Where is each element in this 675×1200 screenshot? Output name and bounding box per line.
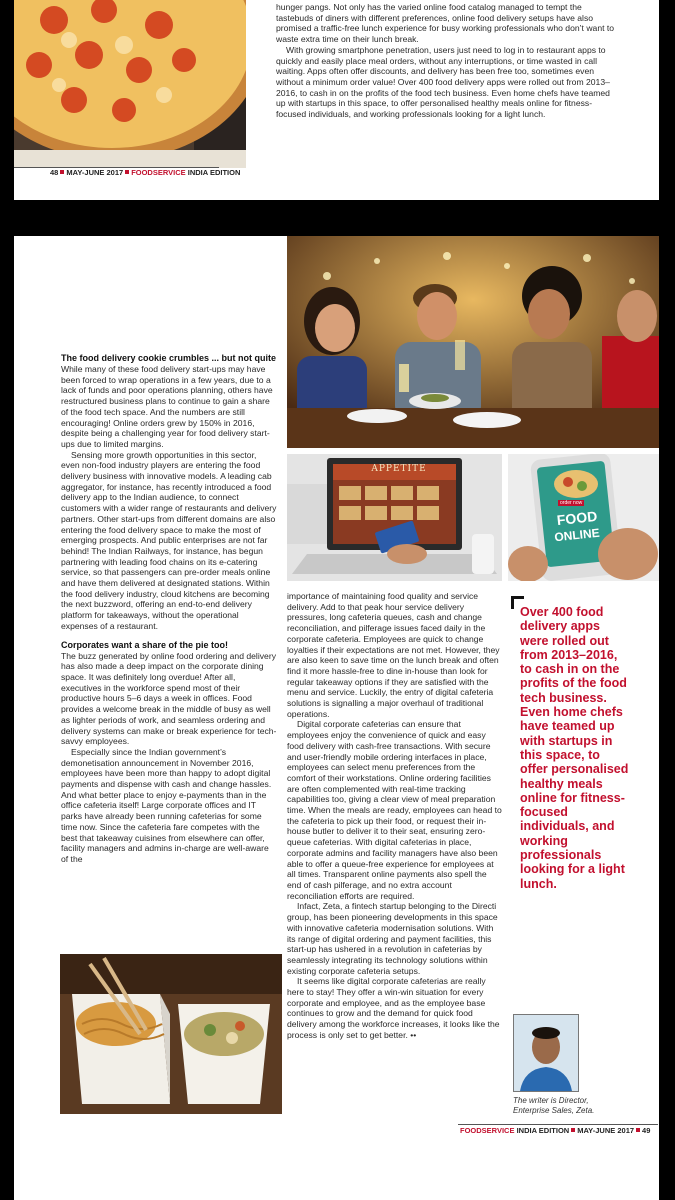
section-heading: Corporates want a share of the pie too!: [61, 639, 229, 650]
folio-rule: [458, 1124, 658, 1125]
paragraph: With growing smartphone penetration, users just need to log in to restaurant apps to quickly and easily place meal orders, without any interruptions, or time wasted in call waiting. Apps often offer discounts, and delivery has been free too, sometimes even without a minimum order value! Over 400 food delivery apps were rolled out from 2013–2016, to cash in on the profits of the food tech business. Even home chefs have teamed up with startups in this space, to offer personalised healthy meals online for fitness-focused individuals, and working professionals looking for a light lunch.: [276, 44, 610, 120]
phone-order-tag: order now: [560, 500, 583, 506]
author-headshot: [513, 1014, 579, 1092]
square-bullet-icon: [571, 1128, 575, 1132]
paragraph: importance of maintaining food quality and service delivery. Add to that peak hour service delivery pressures, long cafeteria queues, cash and change reconciliation, and pilferage issues faced daily in the corporate cafeteria. Employees are quick to change loyalties if their expectations are not met. However, they are also keen to save time on the lunch break and often find it more hassle-free to dine in-house than look for regular takeaway options if they are satisfied with the menu and service. Luckily, the entry of digital cafeteria solutions is signalling a major overhaul of traditional operations.: [287, 591, 500, 719]
magazine-page-48: [14, 0, 659, 200]
food-online-phone-photo: [508, 454, 659, 581]
phone-food-label: FOOD: [556, 507, 598, 529]
pizza-photo: [14, 0, 246, 168]
magazine-page-49: [14, 236, 659, 1200]
paragraph: While many of these food delivery start-ups may have been forced to wrap operations in a few years, due to a lack of funds and poor operations planning, others have restructured business plans to continue to gain a share of the food tech space. And the numbers are still encouraging! Online orders grew by 150% in 2016, despite being a challenging year for food delivery start-ups due to limited margins.: [61, 364, 273, 449]
column-1: [61, 353, 277, 865]
paragraph: It seems like digital corporate cafeterias are really here to stay! They offer a win-win situation for every corporate and employee, and as the employee base continues to grow and the demand for quick food delivery among the workforce increases, it looks like the process is only set to get better. ••: [287, 976, 500, 1040]
laptop-ordering-photo: [287, 454, 502, 581]
top-article-text: [276, 2, 621, 120]
phone-online-label: ONLINE: [553, 525, 601, 545]
pullquote: Over 400 food delivery apps were rolled out from 2013–2016, to cash in on the profits of the food tech business. Even home chefs have teamed up with startups in this space, to offer personalised healthy meals online for fitness-focused individuals, and working professionals looking for a light lunch.: [520, 605, 629, 891]
person-icon: [514, 1015, 578, 1091]
takeaway-noodles-photo: [60, 954, 282, 1114]
page-number: 49: [642, 1126, 651, 1135]
folio-right: [460, 1126, 650, 1135]
pizza-illustration: [14, 0, 246, 168]
brand-name: FOODSERVICE: [460, 1126, 515, 1135]
author-caption: The writer is Director, Enterprise Sales, Zeta.: [513, 1096, 595, 1115]
column-2: [287, 591, 503, 1041]
paragraph: hunger pangs. Not only has the varied online food catalog managed to tempt the tastebuds of diners with different preferences, online food delivery setups have also promised a traffic-free lunch experience for busy working professionals who don’t want to waste extra time on their lunch break.: [276, 2, 615, 45]
diners-photo: [287, 236, 659, 448]
edition: INDIA EDITION: [187, 168, 241, 177]
laptop-sign-text: APPETITE: [371, 464, 427, 474]
paragraph: Sensing more growth opportunities in this sector, even non-food industry players are entering the food delivery business with innovative models. A leading cab aggregator, for instance, has recently introduced a food delivery app to the Indian audience, to connect customers with a wider range of restaurants and delivery partners. Other start-ups from different domains are also entering the food delivery space to make the most of emerging prospects. And public enterprises are not far behind! The Indian Railways, for instance, has begun partnering with leading food chains on its e-catering service, so that passengers can pre-order meals online and have them delivered at designated stations. Within the food delivery industry, cloud kitchens are becoming the next buzzword, offering an end-to-end delivery platform for takeaways, without the operational expenses of a restaurant.: [61, 449, 277, 631]
paragraph: Digital corporate cafeterias can ensure that employees enjoy the convenience of quick and easy food delivery with cash-free transactions. With secure and user-friendly mobile ordering interfaces in place, employees can select menu preferences from the comfort of their workstations. Online ordering facilities are often complemented with real-time tracking capabilities too, giving a clear view of meal preparation time. When the meals are ready, employees can head to the cafeteria to pick up their food, or request their in-house butler to deliver it to their seat, ensuring zero-queue cafeterias. With digital cafeterias in place, corporate admins and facility managers have also been able to offer a queue-free experience for employees at all times. Transparent online payments also spell the end of cash pilferage, and no extra account reconciliation efforts are required.: [287, 719, 502, 901]
square-bullet-icon: [636, 1128, 640, 1132]
square-bullet-icon: [125, 170, 129, 174]
page-number: 48: [50, 168, 59, 177]
paragraph: Infact, Zeta, a fintech startup belonging to the Directi group, has been pioneering developments in this space with innovative cafeteria modernisation solutions. With its range of digital ordering and payment facilities, this start-up has ushered in a revolution in cafeterias by seamlessly integrating its technology solutions within existing corporate cafeteria setups.: [287, 901, 498, 976]
edition: INDIA EDITION: [516, 1126, 570, 1135]
section-heading: The food delivery cookie crumbles ... but not quite: [61, 353, 277, 363]
brand-name: FOODSERVICE: [131, 168, 186, 177]
issue-date: MAY-JUNE 2017: [577, 1126, 635, 1135]
issue-date: MAY-JUNE 2017: [66, 168, 124, 177]
noodles-illustration: [60, 954, 282, 1114]
folio-left: [50, 168, 240, 177]
diners-illustration: [287, 236, 659, 448]
paragraph: The buzz generated by online food ordering and delivery has also made a deep impact on the corporate dining space. It was definitely long overdue! After all, executives in the workforce spend most of their productive hours 5–6 days a week in offices. Food provides a welcome break in the middle of busy as well as lighter periods of work, and seamless ordering and delivery systems can make or break experience for tech-savvy employees.: [61, 650, 277, 747]
square-bullet-icon: [60, 170, 64, 174]
paragraph: Especially since the Indian government’s demonetisation announcement in November 2016, employees have been more than happy to adopt digital payments and dispense with cash and change hassles. And what better place to enjoy e-payments than in the office cafeteria itself! Large corporate offices and IT parks have already been running cafeterias for some time now. Since the cafeteria fare competes with the best that takeaway cuisines from elsewhere can offer, facility managers and admins in-charge are well-aware of the: [61, 746, 272, 864]
